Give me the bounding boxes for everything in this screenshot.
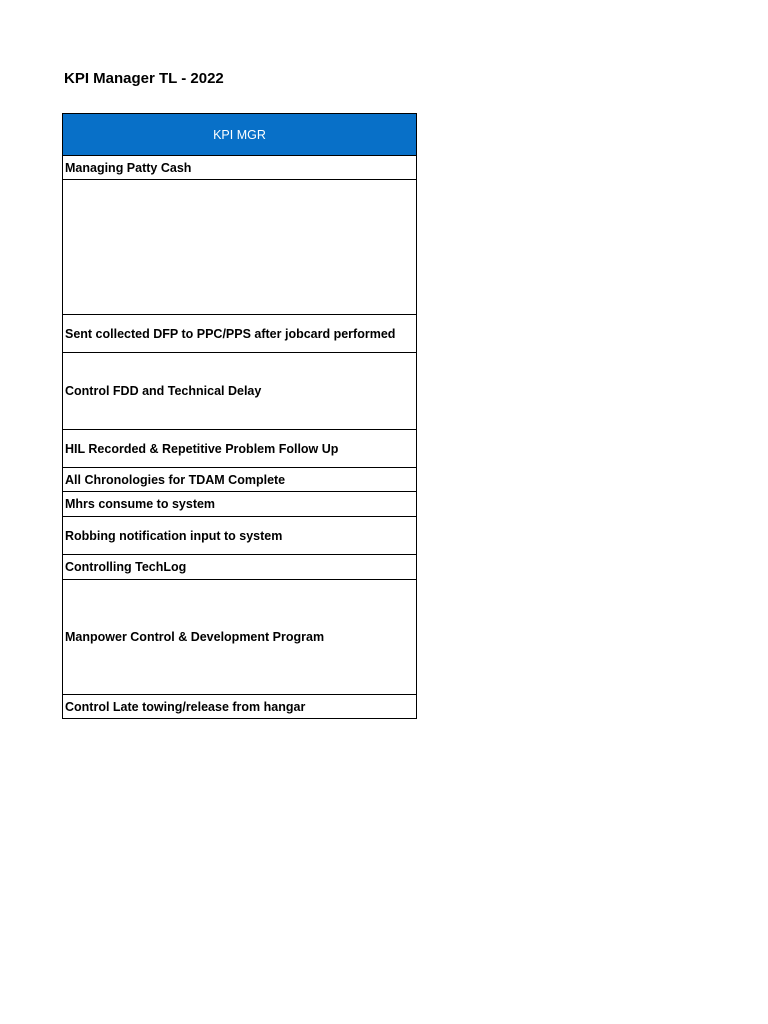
table-row [63,353,417,430]
table-row [63,180,417,315]
table-cell-kpi: Mhrs consume to system [63,492,417,517]
table-cell-kpi: Sent collected DFP to PPC/PPS after jobcard performed [63,315,417,353]
table-row [63,430,417,468]
table-cell-kpi: Control FDD and Technical Delay [63,353,417,430]
table-header-kpi-mgr: KPI MGR [63,114,417,156]
page-title: KPI Manager TL - 2022 [64,70,224,87]
table-row [63,492,417,517]
table-row [63,315,417,353]
table-row [63,517,417,555]
table-cell-kpi: All Chronologies for TDAM Complete [63,468,417,492]
table-cell-empty [63,180,417,315]
table-row [63,580,417,695]
table-row [63,555,417,580]
table-cell-kpi: Controlling TechLog [63,555,417,580]
table-cell-kpi: Managing Patty Cash [63,156,417,180]
table-cell-kpi: Robbing notification input to system [63,517,417,555]
table-row [63,156,417,180]
table-header-row [63,114,417,156]
kpi-table [62,113,417,719]
table-cell-kpi: Control Late towing/release from hangar [63,695,417,719]
table-cell-kpi: Manpower Control & Development Program [63,580,417,695]
table-row [63,695,417,719]
table-cell-kpi: HIL Recorded & Repetitive Problem Follow Up [63,430,417,468]
table-row [63,468,417,492]
